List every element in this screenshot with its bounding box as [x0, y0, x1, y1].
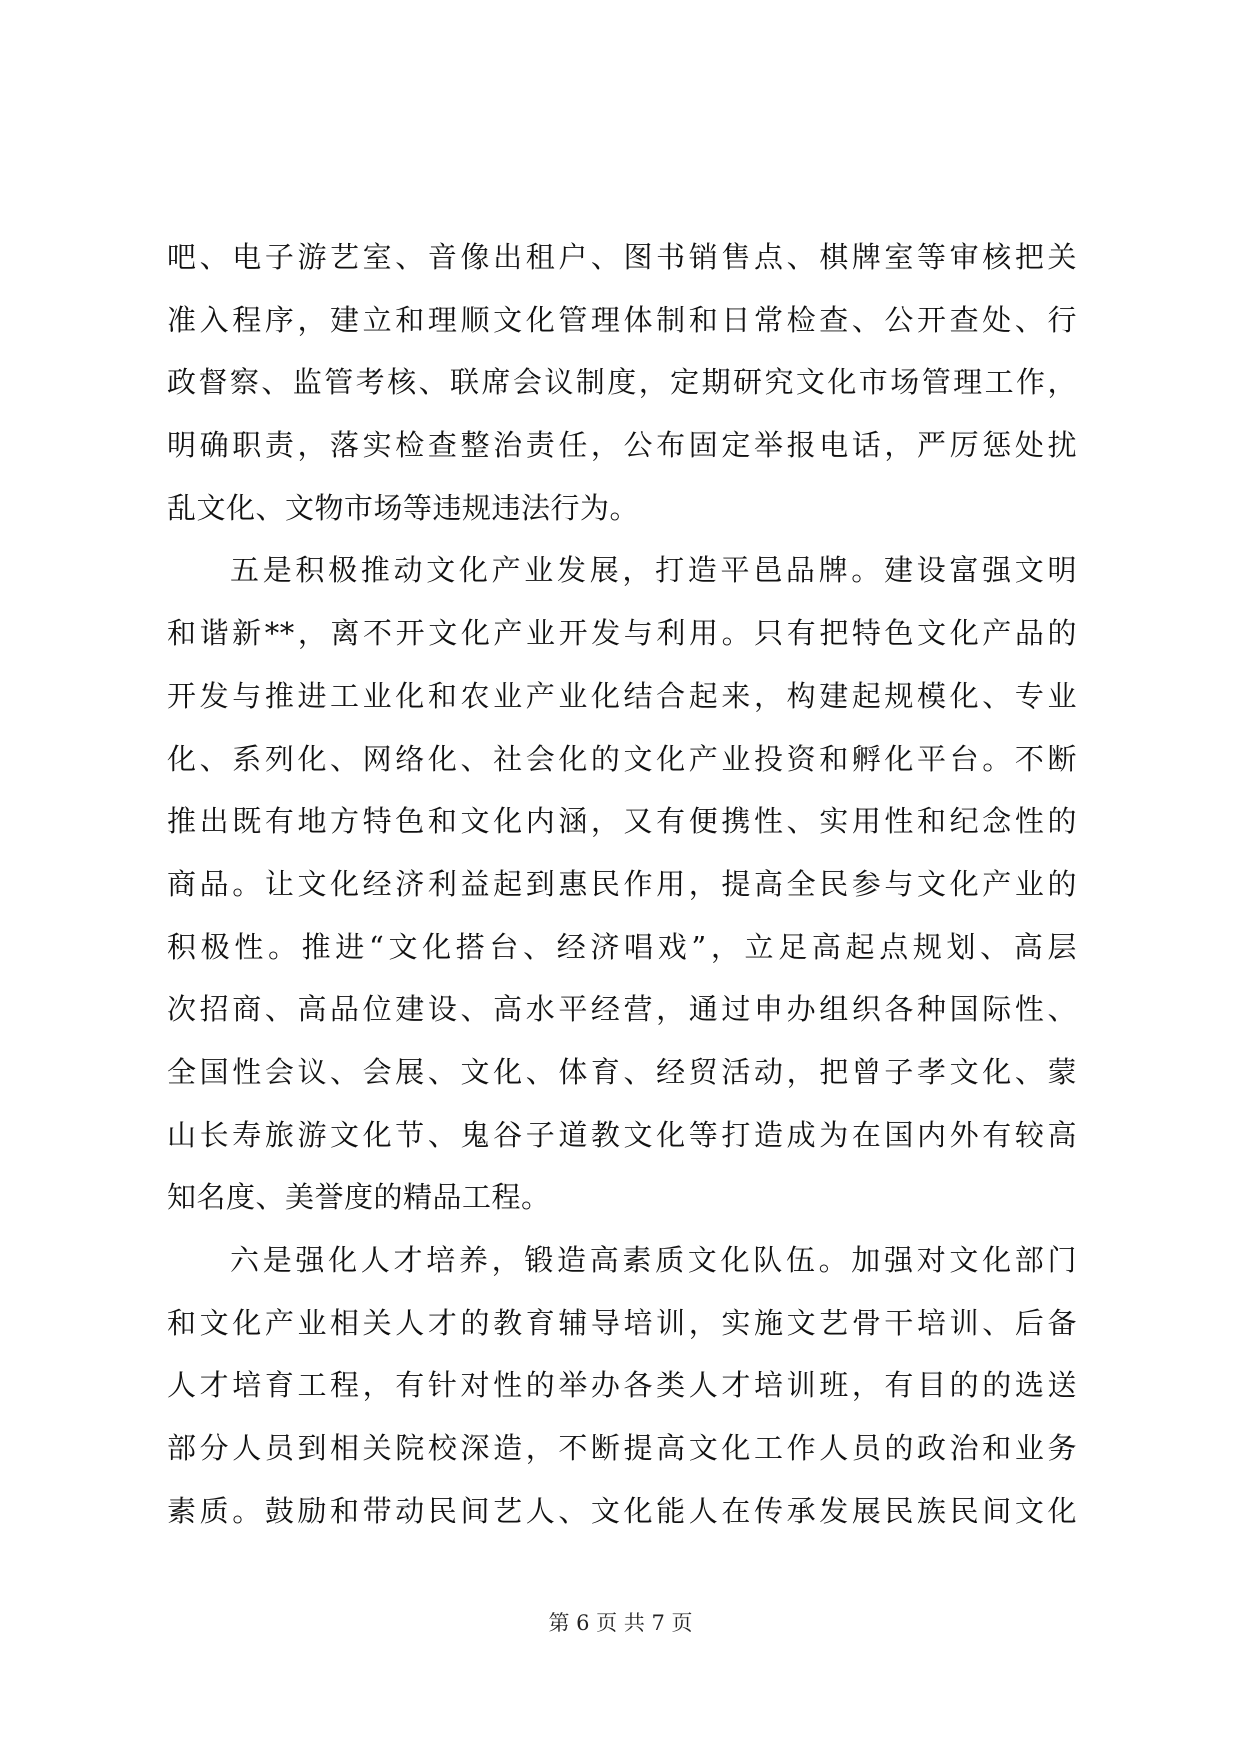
body-text: [167, 226, 1077, 1542]
text-line: 准入程序，建立和理顺文化管理体制和日常检查、公开查处、行: [167, 302, 1077, 337]
text-line: 和文化产业相关人才的教育辅导培训，实施文艺骨干培训、后备: [167, 1305, 1077, 1340]
text-line: 知名度、美誉度的精品工程。: [167, 1180, 551, 1215]
text-line: 五是积极推动文化产业发展，打造平邑品牌。建设富强文明: [230, 553, 1077, 588]
text-line: 积极性。推进“文化搭台、经济唱戏”，立足高起点规划、高层: [167, 929, 1077, 964]
text-line: 明确职责，落实检查整治责任，公布固定举报电话，严厉惩处扰: [167, 428, 1077, 463]
text-line: 开发与推进工业化和农业产业化结合起来，构建起规模化、专业: [167, 678, 1077, 713]
text-line: 和谐新**，离不开文化产业开发与利用。只有把特色文化产品的: [167, 616, 1077, 651]
text-line: 政督察、监管考核、联席会议制度，定期研究文化市场管理工作，: [167, 365, 1077, 400]
text-line: 吧、电子游艺室、音像出租户、图书销售点、棋牌室等审核把关: [167, 240, 1077, 274]
text-line: 人才培育工程，有针对性的举办各类人才培训班，有目的的选送: [167, 1368, 1077, 1403]
text-line: 次招商、高品位建设、高水平经营，通过申办组织各种国际性、: [167, 992, 1077, 1027]
text-line: 推出既有地方特色和文化内涵，又有便携性、实用性和纪念性的: [167, 804, 1077, 839]
page-footer: 第 6 页 共 7 页: [548, 1611, 693, 1635]
text-line: 化、系列化、网络化、社会化的文化产业投资和孵化平台。不断: [167, 741, 1077, 776]
text-line: 素质。鼓励和带动民间艺人、文化能人在传承发展民族民间文化: [167, 1493, 1077, 1528]
text-line: 全国性会议、会展、文化、体育、经贸活动，把曾子孝文化、蒙: [167, 1054, 1077, 1089]
text-line: 商品。让文化经济利益起到惠民作用，提高全民参与文化产业的: [167, 866, 1077, 901]
text-line: 山长寿旅游文化节、鬼谷子道教文化等打造成为在国内外有较高: [167, 1117, 1077, 1152]
text-line: 乱文化、文物市场等违规违法行为。: [167, 490, 640, 525]
text-line: 六是强化人才培养，锻造高素质文化队伍。加强对文化部门: [230, 1243, 1077, 1277]
text-line: 部分人员到相关院校深造，不断提高文化工作人员的政治和业务: [167, 1431, 1077, 1466]
